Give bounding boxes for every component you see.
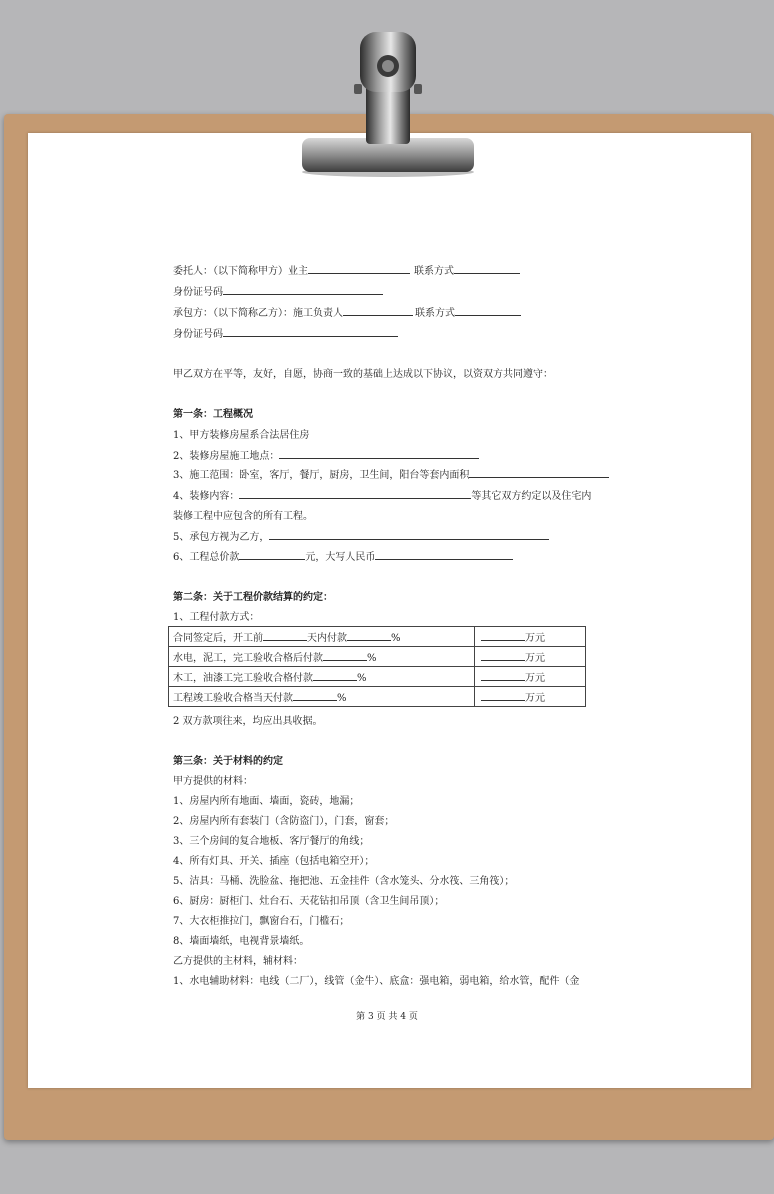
article-3-item: 7、大衣柜推拉门，飘窗台石，门槛石； [173,916,350,927]
client-id-line: 身份证号码 [173,283,383,298]
client-line: 委托人：（以下简称甲方）业主 联系方式 [173,262,520,277]
blank-field [375,549,513,560]
blank-field [239,488,471,499]
payment-table [168,626,586,707]
blank-field [481,690,525,701]
blank-field [239,549,305,560]
payment-amount-cell: 万元 [475,647,586,667]
payment-amount-cell: 万元 [475,687,586,707]
table-row [169,667,586,687]
blank-field [343,305,413,316]
table-row [169,627,586,647]
blank-field [455,305,521,316]
payment-stage-cell: 工程竣工验收合格当天付款 % [169,687,475,707]
table-row [169,687,586,707]
article-2-item-2: 2 双方款项往来，均应出具收据。 [173,716,323,727]
blank-field [313,670,357,681]
blank-field [481,650,525,661]
blank-field [223,326,398,337]
blank-field [454,263,520,274]
payment-amount-cell: 万元 [475,667,586,687]
article-1-item-6: 6、工程总价款 元，大写人民币 [173,548,513,563]
article-1-item-1: 1、甲方装修房屋系合法居住房 [173,430,310,441]
blank-field [481,630,525,641]
article-1-item-3: 3、施工范围：卧室，客厅，餐厅，厨房，卫生间，阳台等套内面积 [173,466,609,481]
blank-field [223,284,383,295]
blank-field [263,630,307,641]
payment-amount-cell: 万元 [475,627,586,647]
payment-stage-cell: 木工，油漆工完工验收合格付款 % [169,667,475,687]
article-3-subheading-a: 甲方提供的材料： [173,776,253,787]
article-1-item-4: 4、装修内容： 等其它双方约定以及住宅内 [173,487,591,502]
article-3-item: 2、房屋内所有套装门（含防盗门），门套，窗套； [173,816,395,827]
page-number: 第 3 页 共 4 页 [356,1012,418,1022]
intro-paragraph: 甲乙双方在平等，友好，自愿，协商一致的基础上达成以下协议，以资双方共同遵守： [173,369,553,380]
blank-field [293,690,337,701]
article-1-item-2: 2、装修房屋施工地点： [173,447,479,462]
payment-stage-cell: 合同签定后，开工前 天内付款 % [169,627,475,647]
table-row [169,647,586,667]
contractor-line: 承包方：（以下简称乙方）：施工负责人 联系方式 [173,304,521,319]
article-1-item-4-cont: 装修工程中应包含的所有工程。 [173,511,313,522]
blank-field [308,263,410,274]
blank-field [481,670,525,681]
article-3-item: 8、墙面墙纸，电视背景墙纸。 [173,936,310,947]
article-2-heading: 第二条：关于工程价款结算的约定： [173,592,333,603]
blank-field [279,448,479,459]
article-3-item: 1、水电辅助材料：电线（二厂），线管（金牛）、底盒：强电箱，弱电箱，给水管，配件（金 [173,976,580,987]
payment-stage-cell: 水电，泥工，完工验收合格后付款 % [169,647,475,667]
blank-field [469,467,609,478]
blank-field [347,630,391,641]
blank-field [323,650,367,661]
article-3-heading: 第三条：关于材料的约定 [173,756,283,767]
article-2-item-1: 1、工程付款方式： [173,612,260,623]
article-3-item: 6、厨房：厨柜门、灶台石、天花钻扣吊顶（含卫生间吊顶）； [173,896,445,907]
binder-clip [296,22,478,178]
article-1-item-5: 5、承包方视为乙方， [173,528,549,543]
article-3-item: 3、三个房间的复合地板、客厅餐厅的角线； [173,836,370,847]
article-1-heading: 第一条：工程概况 [173,409,253,420]
blank-field [269,529,549,540]
article-3-subheading-b: 乙方提供的主材料，辅材料： [173,956,303,967]
article-3-item: 4、所有灯具、开关、插座（包括电箱空开）； [173,856,375,867]
contractor-id-line: 身份证号码 [173,325,398,340]
article-3-item: 1、房屋内所有地面、墙面，瓷砖，地漏； [173,796,360,807]
article-3-item: 5、洁具：马桶、洗脸盆、拖把池、五金挂件（含水笼头、分水筏、三角筏）； [173,876,515,887]
